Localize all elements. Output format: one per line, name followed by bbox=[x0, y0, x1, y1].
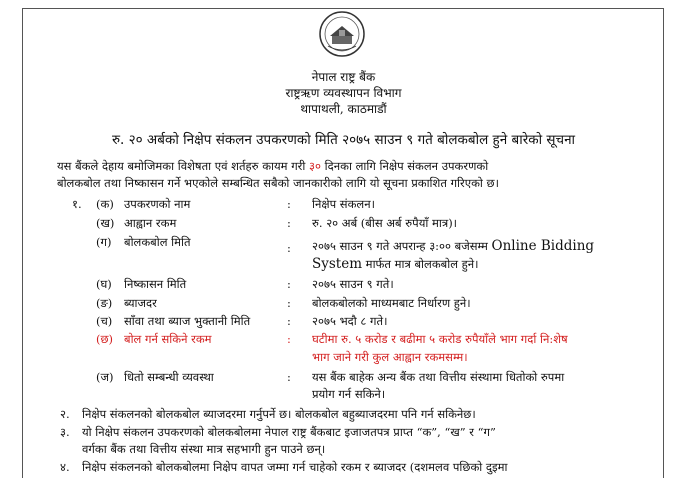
row-kha-num: (ख) bbox=[96, 216, 115, 230]
row-ga-value-c: System bbox=[312, 256, 363, 272]
row-ga-value-a: २०७५ साउन ९ गते अपरान्ह ३:०० बजेसम्म bbox=[312, 239, 492, 253]
row-ka-sep: : bbox=[287, 197, 291, 211]
notice-title: रु. २० अर्बको निक्षेप संकलन उपकरणको मिति २०७५ साउन ९ गते बोलकबोल हुने बारेको सूचना bbox=[111, 132, 576, 148]
row-ja-value-line2: प्रयोग गर्न सकिने। bbox=[312, 387, 386, 401]
row-ga-value-b: Online Bidding bbox=[491, 238, 595, 254]
item-3-number: ३. bbox=[60, 425, 70, 439]
row-ja-value-line1: यस बैंक बाहेक अन्य बैंक तथा वित्तीय संस्थामा धितोको रुपमा bbox=[312, 370, 565, 384]
row-ga-value-line1 bbox=[312, 238, 594, 255]
row-ka-num: (क) bbox=[96, 197, 114, 211]
item-3-text-line1: यो निक्षेप संकलन उपकरणको बोलकबोलमा नेपाल राष्ट्र बैंकबाट इजाजतपत्र प्राप्त “क”, “ख” र “ग” bbox=[82, 425, 496, 439]
item-4-text: निक्षेप संकलनको बोलकबोलमा निक्षेप वापत जम्मा गर्न चाहेको रकम र ब्याजदर (दशमलव पछिको दुइमा bbox=[82, 460, 508, 474]
row-ga-value-d: मार्फत मात्र बोलकबोल हुने। bbox=[362, 257, 479, 271]
row-nga-num: (ङ) bbox=[96, 296, 113, 310]
item-4-number: ४. bbox=[60, 460, 70, 474]
row-ga-label: बोलकबोल मिति bbox=[124, 235, 191, 249]
intro-days: ३० bbox=[309, 159, 321, 173]
row-kha-value: रु. २० अर्ब (बीस अर्ब रुपैयाँ मात्र)। bbox=[312, 216, 458, 230]
row-ja-num: (ज) bbox=[96, 370, 114, 384]
row-gha-label: निष्कासन मिति bbox=[124, 277, 187, 291]
bank-name: नेपाल राष्ट्र बैंक bbox=[311, 70, 376, 84]
row-chha-value-line1: घटीमा रु. ५ करोड र बढीमा ५ करोड रुपैयाँले भाग गर्दा नि:शेष bbox=[312, 332, 568, 346]
row-ka-value: निक्षेप संकलन। bbox=[312, 197, 375, 211]
intro-line-1 bbox=[57, 158, 617, 175]
row-gha-sep: : bbox=[287, 277, 291, 291]
row-cha-label: साँवा तथा ब्याज भुक्तानी मिति bbox=[124, 314, 251, 328]
row-ka-label: उपकरणको नाम bbox=[124, 197, 191, 211]
row-cha-sep: : bbox=[287, 314, 291, 328]
row-cha-value: २०७५ भदौ ८ गते। bbox=[312, 314, 388, 328]
row-nga-label: ब्याजदर bbox=[124, 296, 157, 310]
nepal-rastra-bank-logo-icon bbox=[318, 10, 366, 58]
row-chha-num: (छ) bbox=[96, 332, 114, 346]
row-chha-value-line2: भाग जाने गरी कुल आह्वान रकमसम्म। bbox=[312, 350, 468, 364]
row-ga-value-line2 bbox=[312, 256, 479, 273]
row-gha-num: (घ) bbox=[96, 277, 112, 291]
intro-line-2: बोलकबोल तथा निष्कासन गर्ने भएकोले सम्बन्धित सबैको जानकारीको लागि यो सूचना प्रकाशित गरिएको छ। bbox=[57, 176, 499, 190]
row-kha-label: आह्वान रकम bbox=[124, 216, 177, 230]
row-gha-value: २०७५ साउन ९ गते। bbox=[312, 277, 394, 291]
department-name: राष्ट्रऋण व्यवस्थापन विभाग bbox=[285, 86, 402, 100]
row-nga-value: बोलकबोलको माध्यमबाट निर्धारण हुने। bbox=[312, 296, 471, 310]
row-ja-label: धितो सम्बन्धी व्यवस्था bbox=[124, 370, 214, 384]
row-ga-sep: : bbox=[287, 241, 291, 255]
row-kha-sep: : bbox=[287, 216, 291, 230]
bank-address: थापाथली, काठमाडौं bbox=[300, 102, 387, 116]
row-ja-sep: : bbox=[287, 370, 291, 384]
item-2-number: २. bbox=[60, 407, 70, 421]
intro-text-b: दिनका लागि निक्षेप संकलन उपकरणको bbox=[321, 159, 489, 173]
item-3-text-line2: वर्गका बैंक तथा वित्तीय संस्था मात्र सहभागी हुन पाउने छन्। bbox=[82, 442, 326, 456]
row-chha-label: बोल गर्न सकिने रकम bbox=[124, 332, 212, 346]
row-cha-num: (च) bbox=[96, 314, 113, 328]
item-2-text: निक्षेप संकलनको बोलकबोल ब्याजदरमा गर्नुपर्ने छ। बोलकबोल बहुब्याजदरमा पनि गर्न सकिनेछ। bbox=[82, 407, 476, 421]
row-ga-num: (ग) bbox=[96, 235, 112, 249]
item-1-number: १. bbox=[72, 197, 82, 211]
row-nga-sep: : bbox=[287, 296, 291, 310]
intro-text-a: यस बैंकले देहाय बमोजिमका विशेषता एवं शर्तहरु कायम गरी bbox=[57, 159, 310, 173]
row-chha-sep: : bbox=[287, 332, 291, 346]
